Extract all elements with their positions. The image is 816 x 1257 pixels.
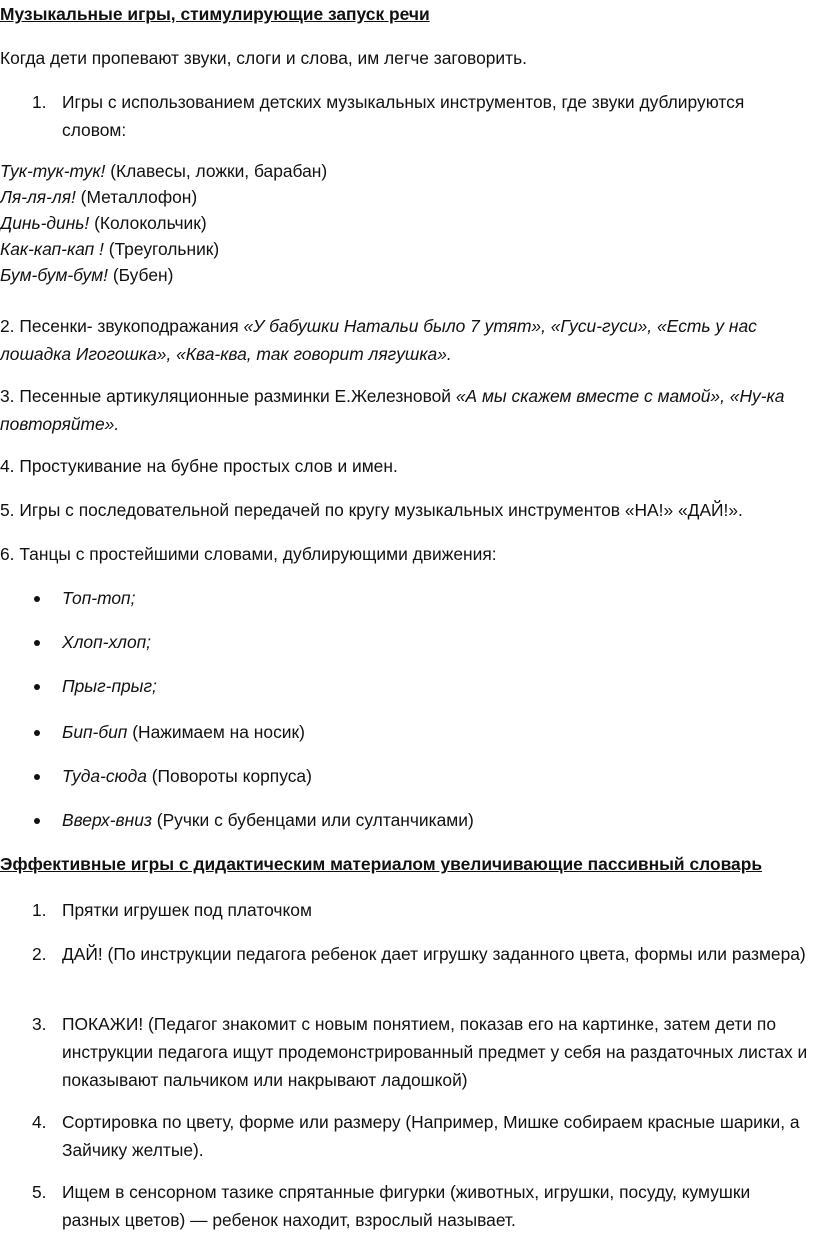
sound-word: Тук-тук-тук! — [0, 161, 106, 181]
item-text: Игры с использованием детских музыкальных инструментов, где звуки дублируются словом: — [62, 92, 745, 140]
section-heading-didactic: Эффективные игры с дидактическим материалом увеличивающие пассивный словарь — [0, 854, 763, 874]
songs-titles: «У бабушки Натальи было 7 утят», «Гуси-гуси», «Есть у нас лошадка Игогошка», «Ква-ква, так говорит лягушка». — [0, 316, 757, 364]
drum-paragraph: 4. Простукивание на бубне простых слов и имен. — [0, 456, 398, 476]
game-item — [0, 1010, 810, 1094]
game-number: 5. — [32, 1182, 47, 1202]
instrument-name: (Колокольчик) — [89, 213, 207, 233]
dance-paragraph: 6. Танцы с простейшими словами, дублирующими движения: — [0, 544, 497, 564]
instrument-line — [0, 184, 810, 210]
passing-paragraph: 5. Игры с последовательной передачей по кругу музыкальных инструментов «НА!» «ДАЙ!». — [0, 500, 743, 520]
sound-word: Ля-ля-ля! — [0, 187, 76, 207]
dance-word: Хлоп-хлоп; — [62, 632, 152, 652]
bullet-icon — [34, 684, 40, 690]
dance-word: Топ-топ; — [62, 588, 136, 608]
dance-item — [0, 584, 810, 612]
numbered-item-1 — [0, 88, 810, 144]
game-number: 1. — [32, 900, 47, 920]
section-heading-music: Музыкальные игры, стимулирующие запуск речи — [0, 4, 430, 24]
dance-word: Туда-сюда — [62, 766, 147, 786]
game-number: 2. — [32, 944, 47, 964]
articulation-titles: «А мы скажем вместе с мамой», «Ну-ка повторяйте». — [0, 386, 785, 434]
game-item — [0, 896, 810, 924]
dance-item — [0, 718, 810, 746]
instrument-line — [0, 158, 810, 184]
songs-paragraph — [0, 312, 810, 368]
item-number: 1. — [32, 92, 47, 112]
bullet-icon — [34, 596, 40, 602]
sound-word: Как-кап-кап ! — [0, 239, 104, 259]
game-item — [0, 1178, 810, 1234]
dance-note: (Повороты корпуса) — [146, 766, 312, 786]
instrument-list — [0, 158, 810, 288]
instrument-name: (Клавесы, ложки, барабан) — [105, 161, 328, 181]
dance-item — [0, 672, 810, 700]
songs-prefix: 2. Песенки- звукоподражания — [0, 316, 244, 336]
game-text: Сортировка по цвету, форме или размеру (Например, Мишке собираем красные шарики, а Зайчику желтые). — [62, 1112, 800, 1160]
bullet-icon — [34, 640, 40, 646]
dance-item — [0, 806, 810, 834]
dance-note: (Ручки с бубенцами или султанчиками) — [151, 810, 474, 830]
instrument-name: (Бубен) — [108, 265, 174, 285]
instrument-line — [0, 210, 810, 236]
game-text: Ищем в сенсорном тазике спрятанные фигурки (животных, игрушки, посуду, кумушки разных цветов) — ребенок находит, взрослый называет. — [62, 1182, 751, 1230]
dance-item — [0, 762, 810, 790]
instrument-line — [0, 236, 810, 262]
dance-note: (Нажимаем на носик) — [127, 722, 305, 742]
articulation-prefix: 3. Песенные артикуляционные разминки Е.Железновой — [0, 386, 456, 406]
game-text: ПОКАЖИ! (Педагог знакомит с новым понятием, показав его на картинке, затем дети по инструкции педагога ищут продемонстрированный предмет у себя на раздаточных листах и показывают пальчиком или накрывают ладошкой) — [62, 1014, 808, 1090]
intro-paragraph: Когда дети пропевают звуки, слоги и слова, им легче заговорить. — [0, 48, 527, 68]
dance-word: Прыг-прыг; — [62, 676, 157, 696]
game-text: Прятки игрушек под платочком — [62, 900, 312, 920]
sound-word: Бум-бум-бум! — [0, 265, 109, 285]
game-item — [0, 940, 810, 968]
bullet-icon — [34, 730, 40, 736]
instrument-name: (Треугольник) — [103, 239, 220, 259]
dance-word: Вверх-вниз — [62, 810, 152, 830]
sound-word: Динь-динь! — [0, 213, 90, 233]
bullet-icon — [34, 774, 40, 780]
dance-item — [0, 628, 810, 656]
game-number: 4. — [32, 1112, 47, 1132]
game-item — [0, 1108, 810, 1164]
game-number: 3. — [32, 1014, 47, 1034]
instrument-line — [0, 262, 810, 288]
bullet-icon — [34, 818, 40, 824]
dance-word: Бип-бип — [62, 722, 128, 742]
game-text: ДАЙ! (По инструкции педагога ребенок дает игрушку заданного цвета, формы или размера) — [62, 944, 806, 964]
articulation-paragraph — [0, 382, 810, 438]
instrument-name: (Металлофон) — [75, 187, 198, 207]
